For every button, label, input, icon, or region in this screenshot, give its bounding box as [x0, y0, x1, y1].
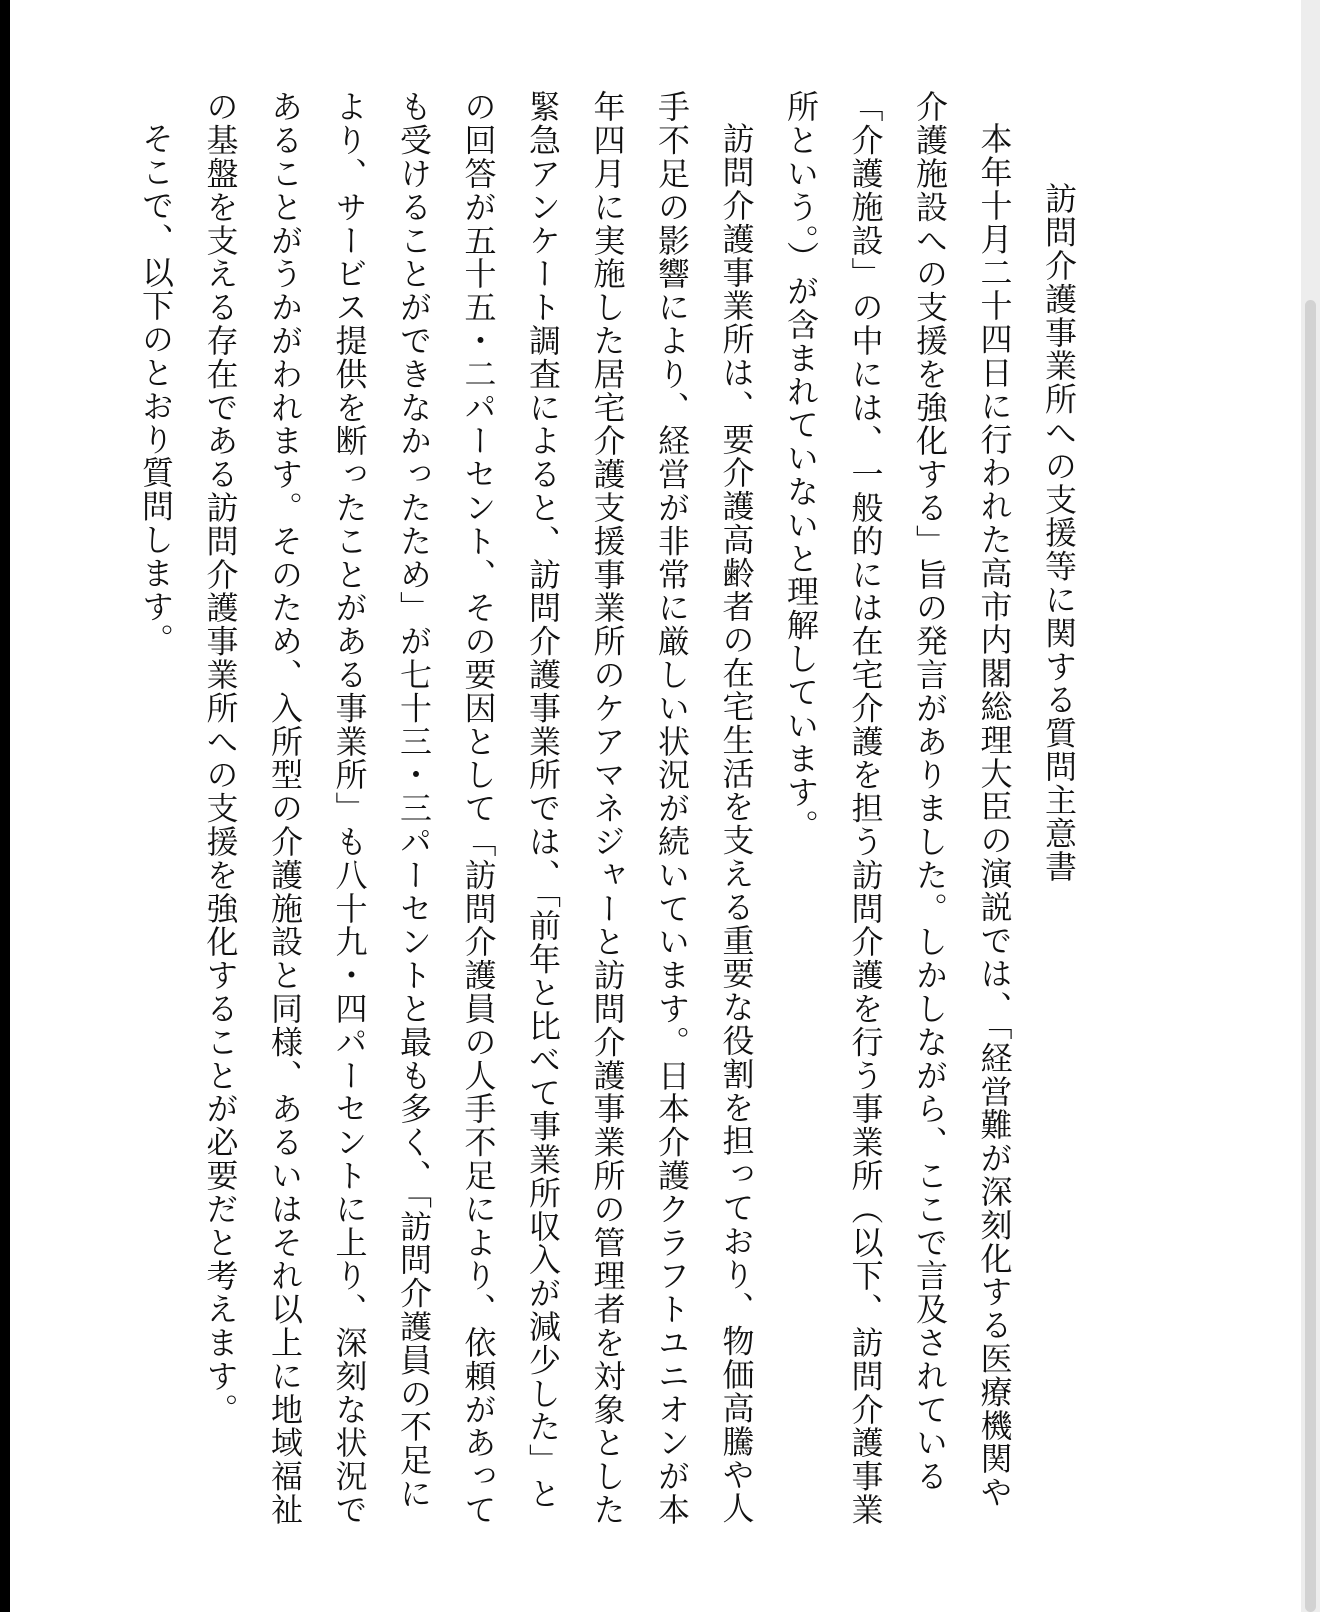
paragraph-question-lead: そこで、以下のとおり質問します。 [137, 122, 175, 657]
document-title: 訪問介護事業所への支援等に関する質問主意書 [1040, 182, 1078, 884]
document-body [124, 90, 1092, 1530]
paragraph-intro: 本年十月二十四日に行われた高市内閣総理大臣の演説では、「経営難が深刻化する医療機関や介護施設への支援を強化する」旨の発言がありました。しかしながら、ここで言及されている「介護施設」の中には、一般的には在宅介護を担う訪問介護を行う事業所（以下、訪問介護事業所という。）が含まれていないと理解しています。 [782, 90, 1014, 1527]
document-page [10, 0, 1301, 1612]
paragraph-background: 訪問介護事業所は、要介護高齢者の在宅生活を支える重要な役割を担っており、物価高騰や人手不足の影響により、経営が非常に厳しい状況が続いています。日本介護クラフトユニオンが本年四月に実施した居宅介護支援事業所のケアマネジャーと訪問介護事業所の管理者を対象とした緊急アンケート調査によると、訪問介護事業所では、「前年と比べて事業所収入が減少した」との回答が五十五・二パーセント、その要因として「訪問介護員の人手不足により、依頼があっても受けることができなかったため」が七十三・三パーセントと最も多く、「訪問介護員の不足により、サービス提供を断ったことがある事業所」も八十九・四パーセントに上り、深刻な状況であることがうかがわれます。そのため、入所型の介護施設と同様、あるいはそれ以上に地域福祉の基盤を支える存在である訪問介護事業所への支援を強化することが必要だと考えます。 [201, 90, 756, 1527]
scrollbar-thumb[interactable] [1305, 300, 1316, 1612]
vertical-scrollbar[interactable] [1301, 0, 1320, 1612]
